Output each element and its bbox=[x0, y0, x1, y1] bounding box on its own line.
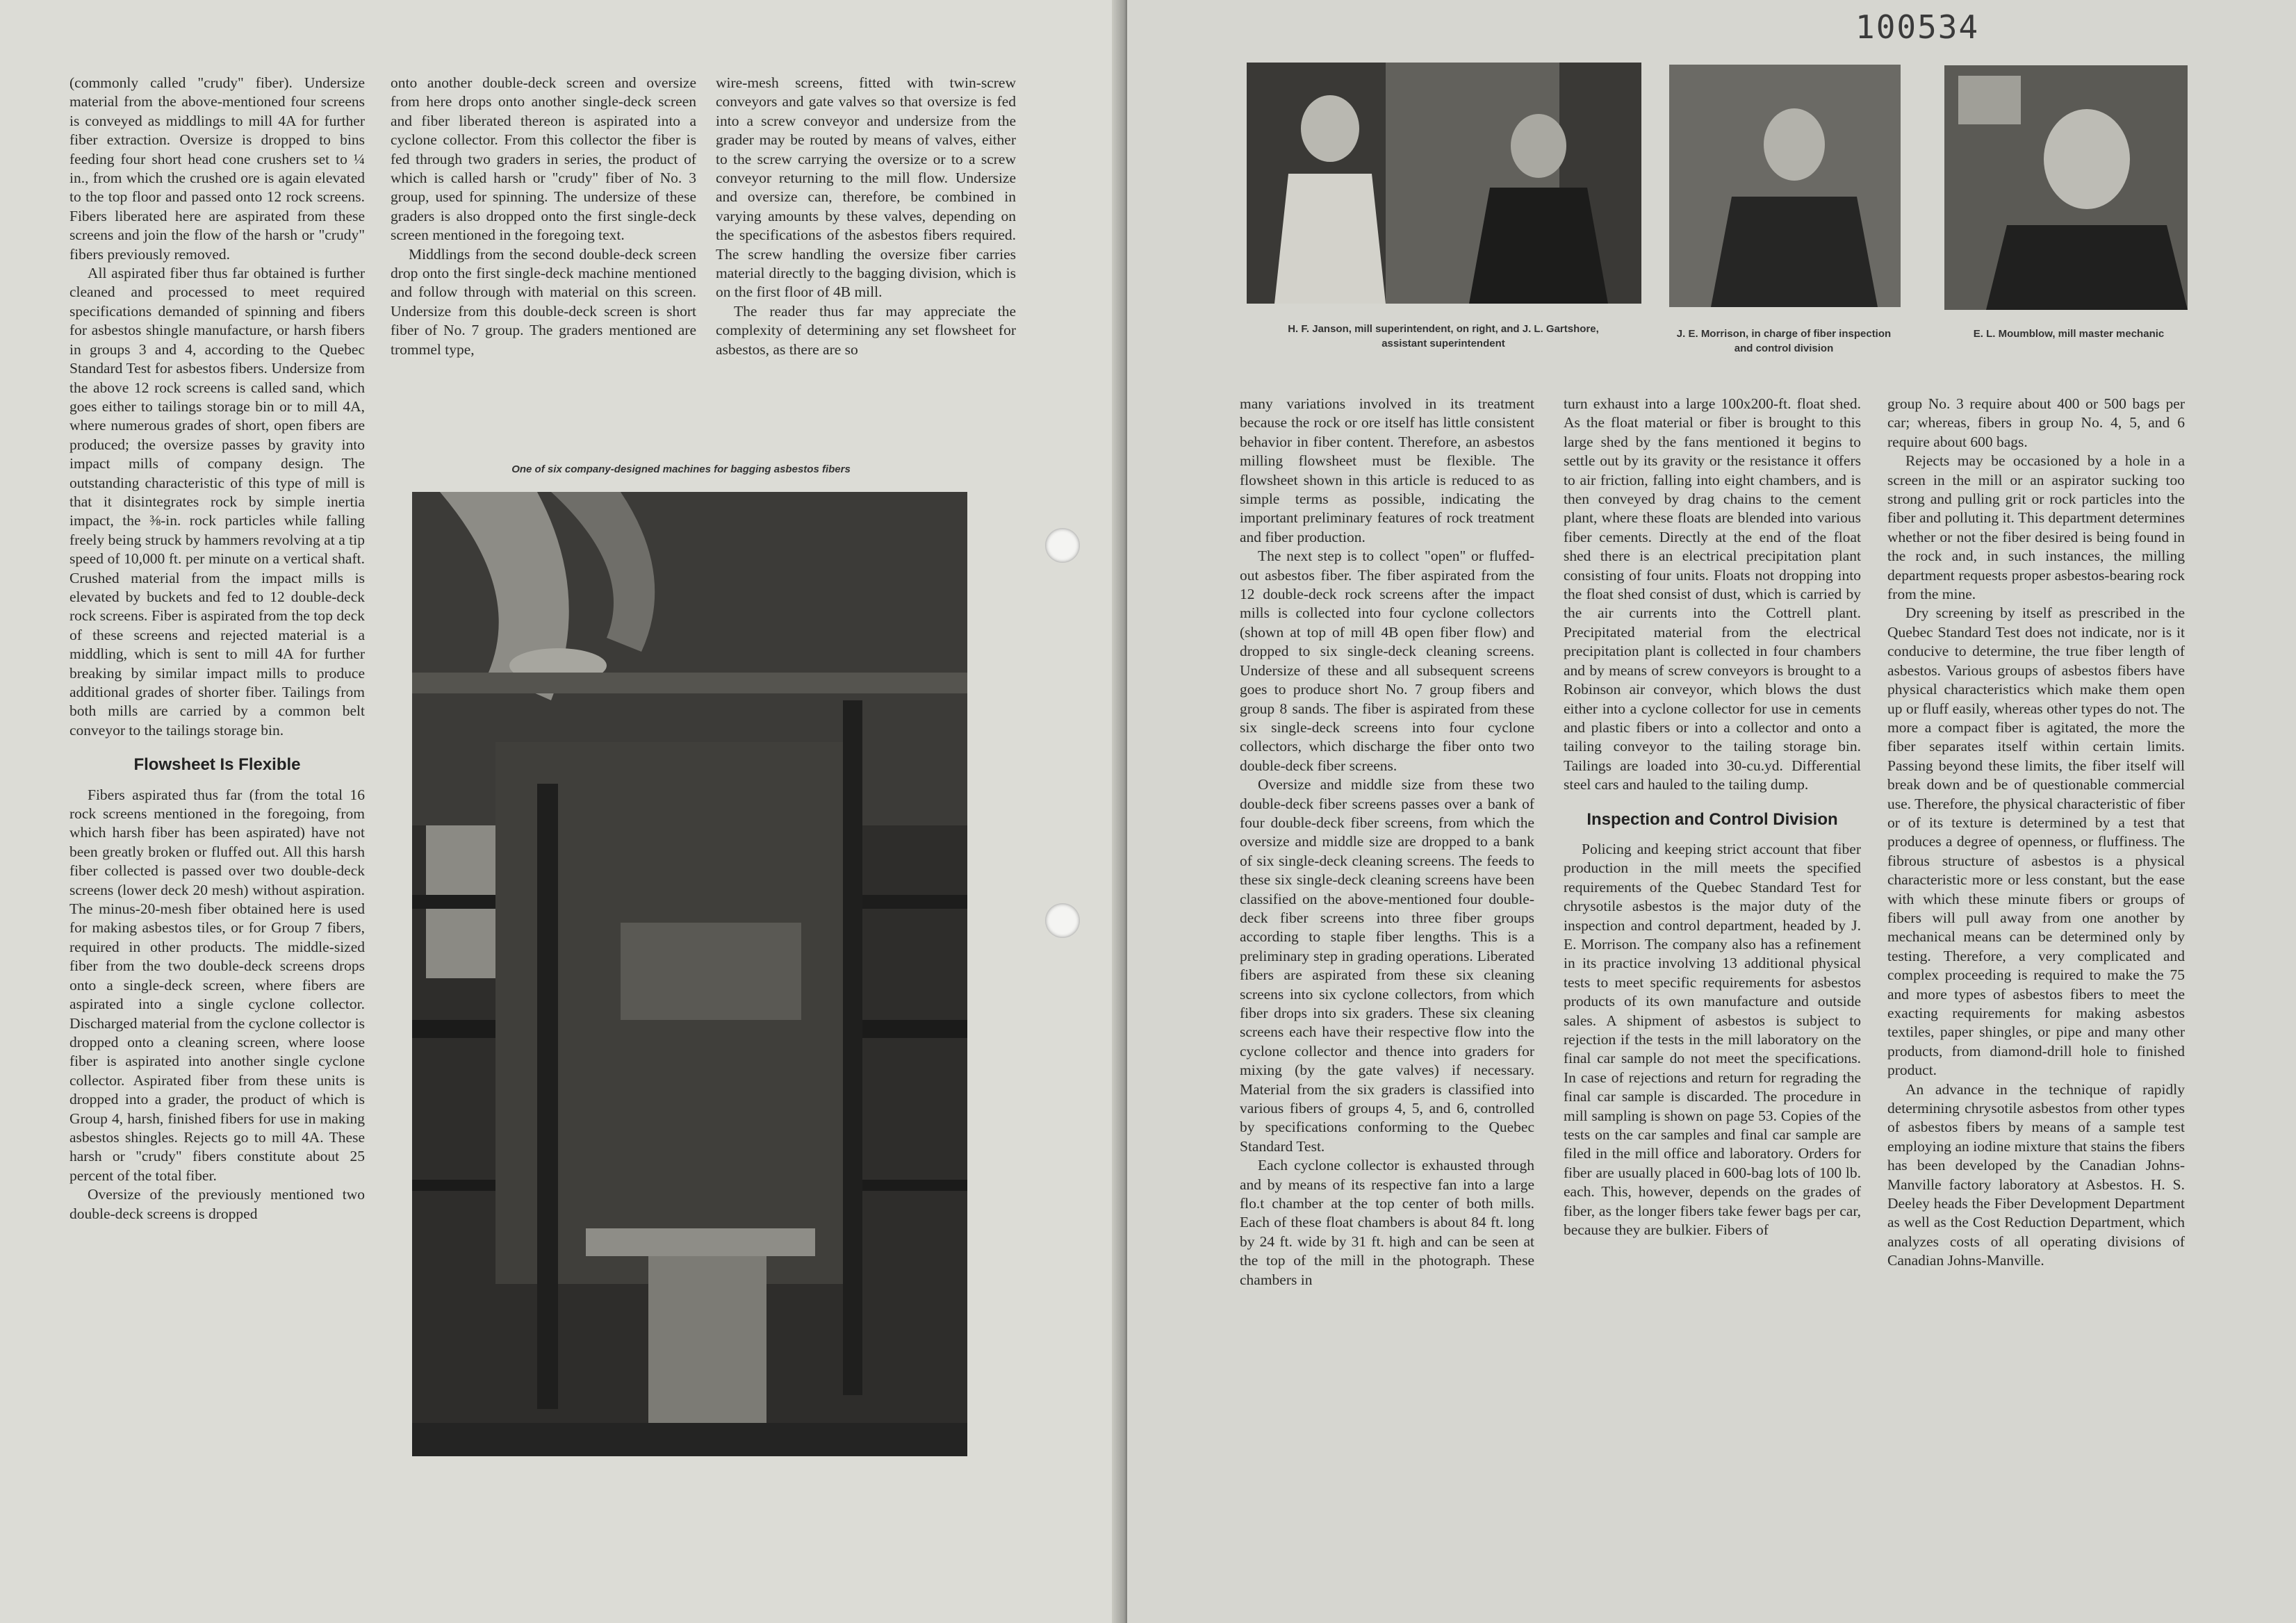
photo-caption: E. L. Moumblow, mill master mechanic bbox=[1973, 328, 2165, 340]
paragraph: wire-mesh screens, fitted with twin-screw conveyors and gate valves so that oversize is fed into a screw conveyor and undersize from the grader may be routed by means of valves, either to the screw carrying the oversize or to a screw conveyor returning to the mill flow. Undersize and oversize can, therefore, be combined in varying amounts by these valves, depending on the specifications of the asbestos fibers required. The screw handling the oversize fiber carries material directly to the bagging division, which is on the first floor of 4B mill. bbox=[716, 74, 1016, 301]
left-column-3 bbox=[716, 74, 1016, 359]
punch-hole bbox=[1045, 528, 1080, 563]
right-column-2 bbox=[1564, 395, 1861, 1239]
paragraph: The next step is to collect "open" or fluffed-out asbestos fiber. The fiber aspirated from the 12 double-deck rock screens after the impact mills is collected into four cyclone collectors (shown at top of mill 4B open fiber flow) and dropped to six single-deck cleaning screens. Undersize of these and all subsequent screens goes to produce short No. 7 group fibers and group 8 sands. The fiber is aspirated from these six single-deck screens into four cyclone collectors, which discharge the fiber onto two double-deck fiber screens. bbox=[1240, 547, 1534, 774]
right-column-1 bbox=[1240, 395, 1534, 1290]
left-column-2 bbox=[391, 74, 696, 359]
paragraph: The reader thus far may appreciate the complexity of determining any set flowsheet for asbestos, as there are so bbox=[716, 302, 1016, 358]
bagging-machine-photo bbox=[412, 492, 967, 1456]
section-heading: Flowsheet Is Flexible bbox=[133, 755, 301, 775]
page-stamp-number: 100534 bbox=[1855, 8, 1980, 46]
paragraph: Dry screening by itself as prescribed in the Quebec Standard Test does not indicate, nor is it conducive to determine, the true fiber length of asbestos. Various groups of asbestos fibers have physical characteristics which make them open up or fluff easily, whereas other types do not. The more a compact fiber is agitated, the more the fiber separates itself within certain limits. Passing beyond these limits, the fiber itself will break down and be of questionable commercial use. Therefore, the physical characteristic of fiber or of its texture is determined by a test that produces a degree of openness, or fluffiness. The fibrous structure of asbestos is a physical characteristic more or less constant, but the ease with which these minute fibers or groups of fibers will pull away from one another by mechanical means can be determined only by testing. Therefore, a very complicated and complex proceeding is required to make the 75 and more types of asbestos fibers to meet the exacting requirements for making asbestos textiles, paper shingles, or pipe and many other products, from diamond-drill hole to finished product. bbox=[1887, 604, 2185, 1079]
bagging-machine-caption: One of six company-designed machines for bagging asbestos fibers bbox=[511, 463, 851, 475]
paragraph: many variations involved in its treatment because the rock or ore itself has little consistent behavior in fiber content. Therefore, an asbestos milling flowsheet must be flexible. The flowsheet shown in this article is reduced to as simple terms as possible, indicating the important preliminary features of rock treatment and fiber production. bbox=[1240, 395, 1534, 545]
photo-caption: J. E. Morrison, in charge of fiber inspection and control division bbox=[1676, 328, 1892, 354]
paragraph: Oversize and middle size from these two double-deck fiber screens passes over a bank of four double-deck fiber screens, from which the oversize and middle size are dropped to a bank of six single-deck cleaning screens. The feeds to these six single-deck cleaning screens have been classified on the above-mentioned four double-deck fiber screens into three fiber groups according to staple fiber lengths. This is a preliminary step in grading operations. Liberated fibers are aspirated from these six cleaning screens into six cyclone collectors, from which fiber drops into six graders. These six cleaning screens each have their respective flow into the cyclone collector and thence into graders for mixing (by the gate valves) if necessary. Material from the six graders is classified into various fibers of groups 4, 5, and 6, controlled by specifications conforming to the Quebec Standard Test. bbox=[1240, 776, 1534, 1155]
paragraph: Each cyclone collector is exhausted through and by means of its respective fan into a large flo.t chamber at the top center of both mills. Each of these float chambers is about 84 ft. long by 24 ft. wide by 31 ft. high and can be seen at the top of the mill in the photograph. These chambers in bbox=[1240, 1157, 1534, 1288]
paragraph: turn exhaust into a large 100x200-ft. float shed. As the float material or fiber is brought to this large shed by the fans mentioned it begins to settle out by its gravity or the resistance it offers to air friction, falling into eight chambers, and is then conveyed by drag chains to the cement plant, where these floats are blended into various fiber cements. Directly at the end of the float shed there is an electrical precipitation plant consisting of four units. Floats not dropping into the float shed consist of dust, which is carried by the air currents into the Cottrell plant. Precipitated material from the electrical precipitation plant is collected in four chambers and by means of screw conveyors is brought to a Robinson air conveyor, which blows the dust either into a cyclone collector for use in cements and plastic fibers or into a collector and onto a tailing conveyor to the tailing storage bin. Tailings are loaded into 30-cu.yd. Differential steel cars and hauled to the tailing dump. bbox=[1564, 395, 1861, 793]
paragraph: Policing and keeping strict account that fiber production in the mill meets the specified requirements of the Quebec Standard Test for chrysotile asbestos is the major duty of the inspection and control department, headed by J. E. Morrison. The company also has a refinement in its practice involving 13 additional physical tests to meet specific requirements for asbestos products of its own manufacture and outside sales. A shipment of asbestos is subject to rejection if the tests in the mill laboratory on the final car sample do not meet the specifications. In case of rejections and return for regrading the final car sample is discarded. The procedure in mill sampling is shown on page 53. Copies of the tests on the car samples and final car sample are filed in the mill office and laboratory. Orders for fiber are usually placed in 600-bag lots of 100 lb. each. This, however, depends on the grades of fiber, as the longer fibers take fewer bags per car, because they are bulkier. Fibers of bbox=[1564, 840, 1861, 1239]
paragraph: onto another double-deck screen and oversize from here drops onto another single-deck screen and fiber liberated thereon is aspirated into a cyclone collector. From this collector the fiber is fed through two graders in series, the product of which is called harsh or "crudy" fiber of No. 3 group, used for spinning. The undersize of these graders is also dropped onto the first single-deck screen mentioned in the foregoing text. bbox=[391, 74, 696, 244]
paragraph: Rejects may be occasioned by a hole in a screen in the mill or an aspirator sucking too strong and pulling grit or rock particles into the fiber and polluting it. This department determines whether or not the fiber desired is being found in the rock and, in such instances, the milling department requests proper asbestos-bearing rock from the mine. bbox=[1887, 452, 2185, 603]
punch-hole bbox=[1045, 903, 1080, 938]
paragraph: Fibers aspirated thus far (from the total 16 rock screens mentioned in the foregoing, from which harsh fiber has been aspirated) have not been greatly broken or fluffed out. All this harsh fiber collected is passed over two double-deck screens (lower deck 20 mesh) without aspiration. The minus-20-mesh fiber obtained here is used for making asbestos tiles, or for Group 7 fibers, required in other products. The middle-sized fiber from the two double-deck screens drops onto a single-deck screen, where fibers are aspirated into a single cyclone collector. Discharged material from the cyclone collector is dropped onto a cleaning screen, where loose fiber is aspirated into another single cyclone collector. Aspirated fiber from these units is dropped into a grader, the product of which is Group 4, harsh, finished fibers for use in making asbestos shingles. Rejects go to mill 4A. These harsh or "crudy" fibers constitute about 25 percent of the total fiber. bbox=[69, 786, 365, 1184]
right-column-3 bbox=[1887, 395, 2185, 1271]
paragraph: Oversize of the previously mentioned two double-deck screens is dropped bbox=[69, 1186, 365, 1222]
morrison-photo bbox=[1669, 65, 1901, 307]
moumblow-photo bbox=[1944, 65, 2188, 310]
janson-gartshore-photo bbox=[1247, 63, 1641, 304]
left-column-1 bbox=[69, 74, 365, 1224]
section-heading: Inspection and Control Division bbox=[1586, 809, 1838, 829]
left-page bbox=[0, 0, 1126, 1623]
photo-caption: H. F. Janson, mill superintendent, on right, and J. L. Gartshore, assistant superintendent bbox=[1288, 323, 1599, 349]
paragraph: Middlings from the second double-deck screen drop onto the first single-deck machine mentioned and follow through with material on this screen. Undersize from this double-deck screen is short fiber of No. 7 group. The graders mentioned are trommel type, bbox=[391, 245, 696, 358]
right-page bbox=[1127, 0, 2296, 1623]
paragraph: All aspirated fiber thus far obtained is further cleaned and processed to meet required specifications demanded of spinning and fibers for asbestos shingle manufacture, or harsh fibers in groups 3 and 4, according to the Quebec Standard Test for asbestos fibers. Undersize from the above 12 rock screens is called sand, which goes either to tailings storage bin or to mill 4A, where numerous grades of short, open fibers are produced; the oversize passes by gravity into impact mills of company design. The outstanding characteristic of this type of mill is that it disintegrates rock by simple inertia impact, the ⅜-in. rock particles while falling freely being struck by hammers revolving at a tip speed of 10,000 ft. per minute on a vertical shaft. Crushed material from the impact mills is elevated by buckets and fed to 12 double-deck rock screens. Fiber is aspirated from the top deck of these screens and rejected material is a middling, which is sent to mill 4A for further breaking by similar impact mills to produce additional grades of shorter fiber. Tailings from both mills are carried by a common belt conveyor to the tailings storage bin. bbox=[69, 265, 365, 739]
paragraph: (commonly called "crudy" fiber). Undersize material from the above-mentioned four screens is conveyed as middlings to mill 4A for further fiber extraction. Oversize is dropped to bins feeding four short head cone crushers set to ¼ in., from which the crushed ore is again elevated to the top floor and passed onto 12 rock screens. Fibers liberated here are aspirated from these screens and join the flow of the harsh or "crudy" fibers previously removed. bbox=[69, 74, 365, 263]
paragraph: An advance in the technique of rapidly determining chrysotile asbestos from other types of asbestos fibers by means of a sample test employing an iodine mixture that stains the fibers has been developed by the Canadian Johns-Manville factory laboratory at Asbestos. H. S. Deeley heads the Fiber Development Department as well as the Cost Reduction Department, which analyzes costs of all operating divisions of Canadian Johns-Manville. bbox=[1887, 1080, 2185, 1269]
paragraph: group No. 3 require about 400 or 500 bags per car; whereas, fibers in group No. 4, 5, and 6 require about 600 bags. bbox=[1887, 395, 2185, 450]
